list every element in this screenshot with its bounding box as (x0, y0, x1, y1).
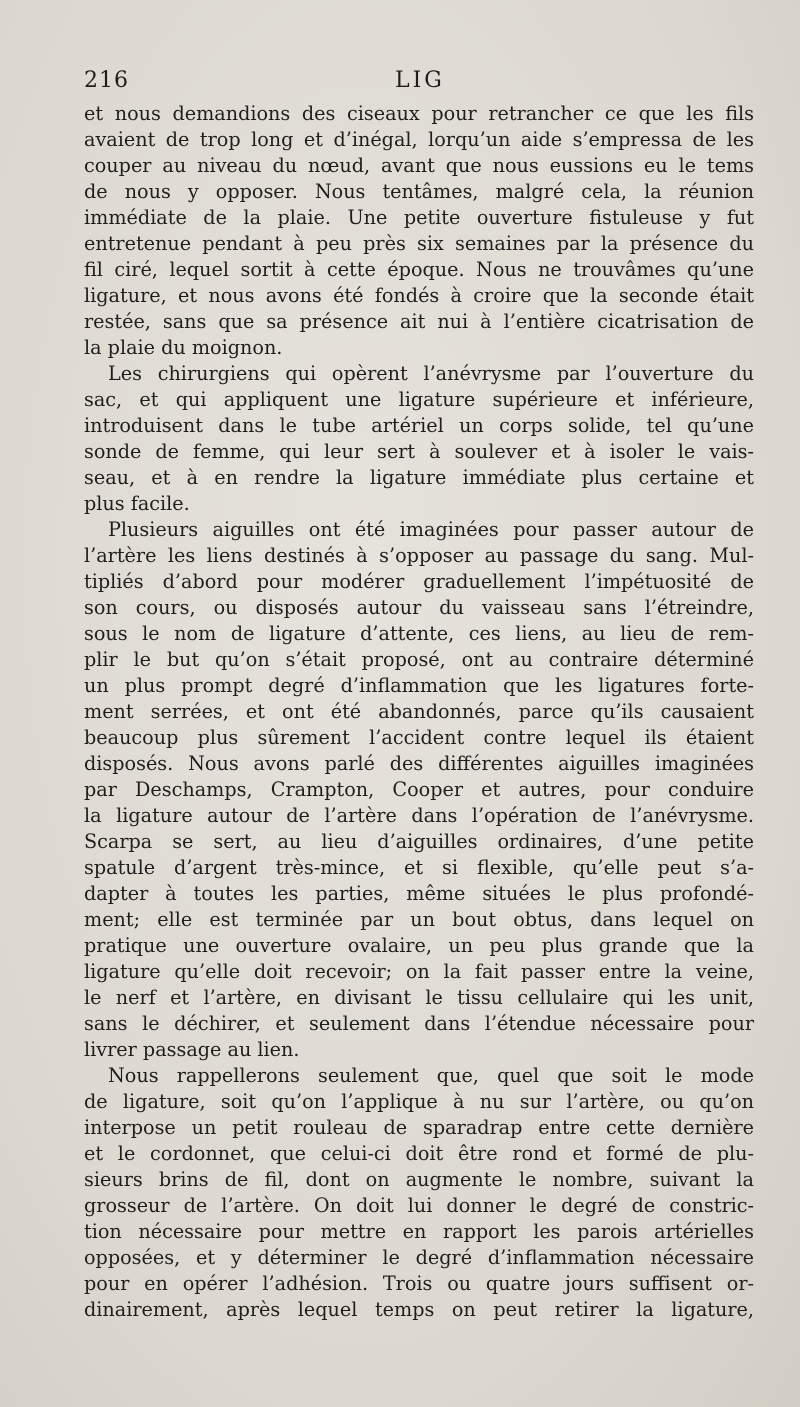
text-line: un plus prompt degré d’inflammation que les ligatures forte- (84, 674, 754, 697)
text-line: livrer passage au lien. (84, 1038, 300, 1061)
text-line: par Deschamps, Crampton, Cooper et autres, pour conduire (84, 778, 754, 801)
text-line: tipliés d’abord pour modérer graduellement l’impétuosité de (84, 570, 754, 593)
paragraph (84, 101, 754, 361)
text-line: dinairement, après lequel temps on peut retirer la ligature, (84, 1298, 754, 1321)
text-line: ment; elle est terminée par un bout obtus, dans lequel on (84, 908, 754, 931)
page-header (84, 68, 754, 98)
text-line: opposées, et y déterminer le degré d’inflammation nécessaire (84, 1246, 754, 1269)
text-line: et nous demandions des ciseaux pour retrancher ce que les fils (84, 102, 754, 125)
text-line: seau, et à en rendre la ligature immédiate plus certaine et (84, 466, 754, 489)
text-line: immédiate de la plaie. Une petite ouverture fistuleuse y fut (84, 206, 754, 229)
text-line: beaucoup plus sûrement l’accident contre lequel ils étaient (84, 726, 754, 749)
text-line: fil ciré, lequel sortit à cette époque. Nous ne trouvâmes qu’une (84, 258, 754, 281)
text-line: plus facile. (84, 492, 190, 515)
paragraph (84, 1063, 754, 1323)
text-line: ligature, et nous avons été fondés à croire que la seconde était (84, 284, 754, 307)
text-line: dapter à toutes les parties, même situées le plus profondé- (84, 882, 754, 905)
text-line: sac, et qui appliquent une ligature supérieure et inférieure, (84, 388, 754, 411)
text-line: avaient de trop long et d’inégal, lorqu’un aide s’empressa de les (84, 128, 754, 151)
text-line: disposés. Nous avons parlé des différentes aiguilles imaginées (84, 752, 754, 775)
text-line: Plusieurs aiguilles ont été imaginées pour passer autour de (108, 518, 754, 541)
text-line: son cours, ou disposés autour du vaisseau sans l’étreindre, (84, 596, 754, 619)
text-line: interpose un petit rouleau de sparadrap entre cette dernière (84, 1116, 754, 1139)
text-line: entretenue pendant à peu près six semaines par la présence du (84, 232, 754, 255)
text-line: et le cordonnet, que celui-ci doit être rond et formé de plu- (84, 1142, 754, 1165)
text-line: restée, sans que sa présence ait nui à l’entière cicatrisation de (84, 310, 754, 333)
text-line: introduisent dans le tube artériel un corps solide, tel qu’une (84, 414, 754, 437)
text-line: sans le déchirer, et seulement dans l’étendue nécessaire pour (84, 1012, 754, 1035)
text-line: ment serrées, et ont été abandonnés, parce qu’ils causaient (84, 700, 754, 723)
paragraph (84, 361, 754, 517)
text-line: sonde de femme, qui leur sert à soulever et à isoler le vais- (84, 440, 754, 463)
text-line: le nerf et l’artère, en divisant le tissu cellulaire qui les unit, (84, 986, 754, 1009)
text-line: ligature qu’elle doit recevoir; on la fait passer entre la veine, (84, 960, 754, 983)
text-line: Les chirurgiens qui opèrent l’anévrysme par l’ouverture du (108, 362, 754, 385)
text-line: Nous rappellerons seulement que, quel que soit le mode (108, 1064, 754, 1087)
paragraph (84, 517, 754, 1063)
text-line: pour en opérer l’adhésion. Trois ou quatre jours suffisent or- (84, 1272, 754, 1295)
text-line: Scarpa se sert, au lieu d’aiguilles ordinaires, d’une petite (84, 830, 754, 853)
text-line: grosseur de l’artère. On doit lui donner le degré de constric- (84, 1194, 754, 1217)
text-line: l’artère les liens destinés à s’opposer au passage du sang. Mul- (84, 544, 754, 567)
text-line: couper au niveau du nœud, avant que nous eussions eu le tems (84, 154, 754, 177)
body-text (84, 101, 754, 1323)
running-head: LIG (395, 68, 445, 93)
text-line: pratique une ouverture ovalaire, un peu plus grande que la (84, 934, 754, 957)
text-line: tion nécessaire pour mettre en rapport les parois artérielles (84, 1220, 754, 1243)
text-line: spatule d’argent très-mince, et si flexible, qu’elle peut s’a- (84, 856, 754, 879)
text-line: la ligature autour de l’artère dans l’opération de l’anévrysme. (84, 804, 754, 827)
text-line: sous le nom de ligature d’attente, ces liens, au lieu de rem- (84, 622, 754, 645)
page-number: 216 (84, 68, 129, 93)
text-line: plir le but qu’on s’était proposé, ont au contraire déterminé (84, 648, 754, 671)
text-line: de ligature, soit qu’on l’applique à nu sur l’artère, ou qu’on (84, 1090, 754, 1113)
text-line: sieurs brins de fil, dont on augmente le nombre, suivant la (84, 1168, 754, 1191)
text-line: de nous y opposer. Nous tentâmes, malgré cela, la réunion (84, 180, 754, 203)
text-line: la plaie du moignon. (84, 336, 283, 359)
